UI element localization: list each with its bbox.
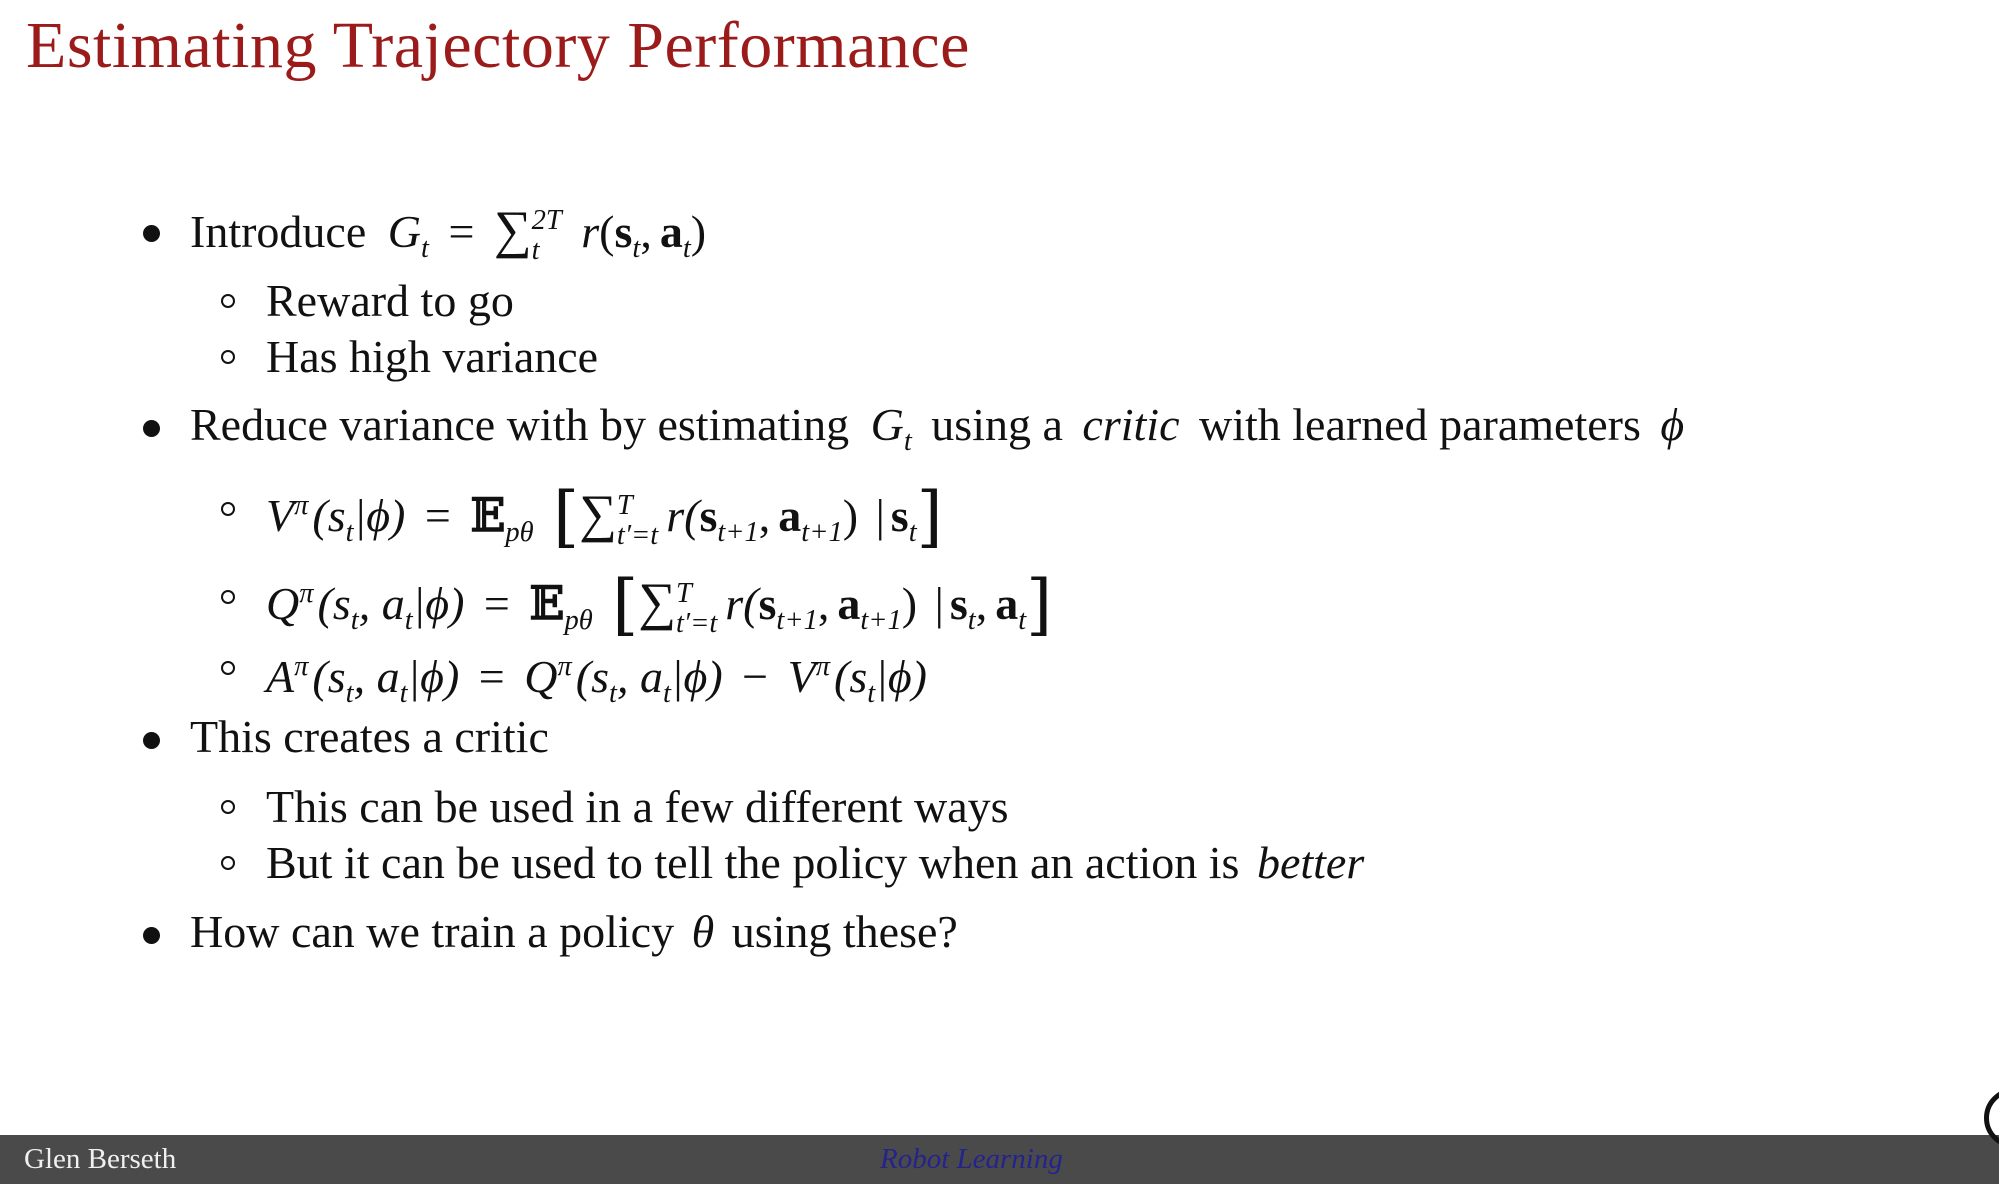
math-given: |ϕ) [412, 578, 465, 630]
math-args: (s [312, 490, 346, 542]
math-s: s [614, 206, 633, 257]
bullet-dot [143, 225, 160, 242]
sum-lower: t′=t [675, 607, 718, 639]
math-eq: = [478, 651, 505, 703]
bullet-dot [143, 420, 160, 437]
bullet-reduce-variance [190, 397, 1684, 470]
math-phi: ϕ [1660, 399, 1685, 450]
sub-bullet-ring [221, 590, 235, 604]
right-bracket: ] [1026, 565, 1053, 644]
math-A: A [266, 651, 295, 703]
math-args: , a [616, 651, 663, 703]
math-sup: π [557, 651, 572, 682]
math-a: a [659, 206, 683, 257]
sum-upper: 2T [531, 205, 562, 237]
bullet-dot [143, 927, 160, 944]
math-comma: , [758, 490, 771, 542]
math-sub: t [421, 232, 429, 264]
bullet-text: using these? [731, 906, 958, 957]
math-given: |ϕ) [875, 651, 927, 703]
math-a: a [837, 578, 861, 630]
sub-bullet-different-ways: This can be used in a few different ways [266, 781, 1009, 832]
math-sup: π [294, 651, 309, 682]
math-s: s [949, 578, 968, 630]
math-s: s [699, 490, 718, 542]
math-minus: − [742, 651, 769, 703]
math-eq: = [483, 578, 510, 630]
left-bracket: [ [553, 477, 580, 556]
sum-upper: T [616, 489, 633, 521]
bullet-text: Reduce variance with by estimating [190, 399, 850, 450]
math-sup: π [815, 651, 831, 682]
math-body: r( [725, 578, 759, 630]
sub-bullet-variance: Has high variance [266, 331, 599, 382]
sum-lower: t′=t [616, 519, 659, 551]
math-sub: pθ [564, 605, 593, 637]
sub-bullet-ring [221, 502, 235, 516]
sub-bullet-reward: Reward to go [266, 275, 514, 326]
math-theta: θ [691, 906, 715, 957]
math-sub: t [1018, 605, 1027, 637]
sum-limits [676, 579, 717, 639]
math-sub: t [867, 678, 876, 710]
sub-bullet-text: But it can be used to tell the policy when an action is [266, 837, 1240, 888]
math-Q: Q [524, 651, 558, 703]
math-r: r [581, 206, 600, 257]
math-args: (s [834, 651, 868, 703]
bullet-introduce [190, 202, 706, 277]
math-sub: t [682, 232, 691, 264]
formula-q-function [266, 566, 1052, 649]
sum-lower: t [531, 235, 540, 267]
formula-value-function [266, 478, 943, 561]
math-sub: t [345, 517, 354, 549]
sub-bullet-tell-policy [266, 835, 1364, 891]
math-sub: t [908, 517, 917, 549]
math-sup: π [294, 490, 309, 521]
math-args: (s [312, 651, 346, 703]
sub-bullet-ring [221, 294, 235, 308]
bullet-dot [143, 732, 160, 749]
math-paren: ) [901, 578, 918, 630]
bullet-text: with learned parameters [1198, 399, 1641, 450]
math-bar: | [934, 578, 944, 630]
math-sub: pθ [505, 517, 534, 549]
math-sub: t [632, 232, 641, 264]
math-s: s [758, 578, 777, 630]
math-given: |ϕ) [353, 490, 406, 542]
math-body: r( [666, 490, 700, 542]
math-sub: t [350, 605, 359, 637]
math-paren: ) [842, 490, 859, 542]
math-args: (s [575, 651, 610, 703]
sub-bullet-ring [221, 661, 235, 675]
math-sup: π [299, 578, 314, 609]
bullet-text: Introduce [190, 206, 367, 257]
math-comma: , [975, 578, 988, 630]
sum-symbol: ∑ [638, 573, 676, 632]
math-eq: = [424, 490, 451, 542]
sub-bullet-ring [221, 800, 235, 814]
sum-symbol: ∑ [493, 201, 532, 259]
sum-limits [532, 206, 562, 266]
math-given: |ϕ) [670, 651, 723, 703]
footer-course: Robot Learning [880, 1143, 1063, 1175]
emphasis-critic: critic [1082, 399, 1180, 450]
math-paren: ( [599, 206, 615, 257]
bullet-train-policy [190, 904, 958, 960]
math-given: |ϕ) [407, 651, 460, 703]
math-sub: t [345, 678, 354, 710]
math-V: V [266, 490, 295, 542]
math-G: G [387, 206, 421, 257]
slide-footer [0, 1135, 1999, 1184]
math-sub: t+1 [717, 517, 759, 549]
bullet-text: using a [931, 399, 1063, 450]
slide-title: Estimating Trajectory Performance [26, 9, 970, 82]
sum-symbol: ∑ [579, 485, 617, 544]
math-sub: t [609, 678, 617, 710]
math-bar: | [875, 490, 885, 542]
bullet-text: How can we train a policy [190, 906, 675, 957]
sum-limits [617, 491, 658, 551]
sub-bullet-ring [221, 856, 235, 870]
math-Q: Q [266, 578, 300, 630]
math-args: , a [358, 578, 405, 630]
math-comma: , [640, 206, 652, 257]
math-sub: t+1 [860, 605, 902, 637]
math-sub: t [967, 605, 976, 637]
math-sub: t+1 [776, 605, 818, 637]
math-sub: t+1 [801, 517, 843, 549]
right-bracket: ] [916, 477, 943, 556]
math-sub: t [404, 605, 413, 637]
footer-author: Glen Berseth [24, 1143, 177, 1175]
math-a: a [778, 490, 802, 542]
math-s: s [890, 490, 909, 542]
math-sub: t [903, 425, 912, 457]
math-paren: ) [690, 206, 707, 257]
math-sub: t [399, 678, 408, 710]
emphasis-better: better [1256, 837, 1365, 888]
left-bracket: [ [612, 565, 639, 644]
math-expectation: 𝔼 [529, 576, 565, 631]
math-args: , a [353, 651, 400, 703]
sum-upper: T [675, 577, 692, 609]
math-comma: , [817, 578, 830, 630]
bullet-creates-critic: This creates a critic [190, 711, 549, 762]
math-expectation: 𝔼 [470, 488, 506, 543]
math-eq: = [448, 206, 475, 257]
math-G: G [870, 399, 904, 450]
math-a: a [995, 578, 1019, 630]
math-V: V [787, 651, 816, 703]
sub-bullet-ring [221, 350, 235, 364]
math-sub: t [662, 678, 671, 710]
math-args: (s [317, 578, 351, 630]
